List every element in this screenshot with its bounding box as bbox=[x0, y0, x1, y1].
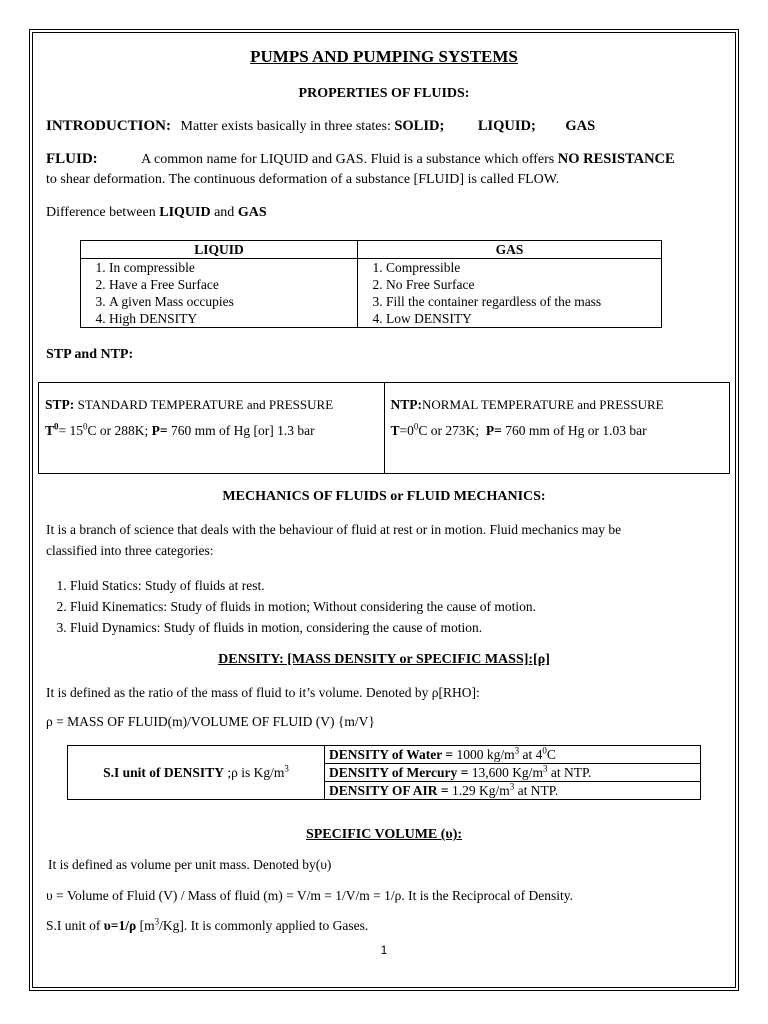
stp-ntp-table bbox=[38, 382, 730, 474]
ntp-label: NTP: bbox=[390, 397, 422, 412]
list-item: 2. No Free Surface bbox=[386, 276, 657, 293]
ntp-values: $T=0^0C$ or 273K; P= 760 mm of Hg or 1.03 bar bbox=[390, 421, 647, 438]
specific-volume-heading: SPECIFIC VOLUME (υ): bbox=[305, 827, 463, 842]
fluid-line-1 bbox=[46, 151, 675, 168]
fluid-bold: NO RESISTANCE bbox=[557, 151, 675, 167]
density-table bbox=[67, 745, 701, 800]
page-number: 1 bbox=[380, 943, 388, 957]
difference-line bbox=[46, 205, 267, 221]
fluid-label: FLUID: bbox=[46, 151, 98, 167]
list-item: 1. Compressible bbox=[386, 259, 657, 276]
header-gas: GAS bbox=[358, 241, 662, 259]
state-liquid: LIQUID; bbox=[477, 118, 536, 134]
mechanics-line-1: It is a branch of science that deals with the behaviour of fluid at rest or in motion. Fluid mechanics may be bbox=[46, 522, 622, 537]
density-formula: ρ = MASS OF FLUID(m)/VOLUME OF FLUID (V) {m/V} bbox=[46, 714, 375, 729]
list-item: 4. Low DENSITY bbox=[386, 310, 657, 327]
stp-ntp-heading: STP and NTP: bbox=[46, 347, 134, 362]
liquid-list bbox=[85, 259, 353, 327]
difference-and: and bbox=[214, 205, 235, 220]
mechanics-categories bbox=[46, 575, 536, 638]
mechanics-line-2: classified into three categories: bbox=[46, 543, 214, 558]
intro-text: Matter exists basically in three states: bbox=[180, 119, 391, 134]
difference-prefix: Difference between bbox=[46, 205, 156, 220]
state-solid: SOLID; bbox=[394, 118, 445, 134]
stp-values: $T^0= 15^0C$ or 288K; P= 760 mm of Hg [or] 1.3 bar bbox=[45, 421, 315, 438]
list-item: 2. Have a Free Surface bbox=[109, 276, 353, 293]
intro-line bbox=[46, 118, 595, 135]
density-water: DENSITY of Water = 1000 $kg/m^3$ at $4^0C$ bbox=[325, 746, 701, 764]
list-item: 4. High DENSITY bbox=[109, 310, 353, 327]
si-unit-density-cell: S.I unit of DENSITY ;ρ is $Kg/m^3$ bbox=[68, 746, 325, 800]
section-subtitle: PROPERTIES OF FLUIDS: bbox=[298, 86, 470, 101]
density-definition: It is defined as the ratio of the mass of fluid to it’s volume. Denoted by ρ[RHO]: bbox=[46, 685, 480, 700]
list-item: 1. Fluid Statics: Study of fluids at rest. bbox=[70, 575, 536, 596]
difference-gas: GAS bbox=[237, 205, 267, 220]
stp-name: STANDARD TEMPERATURE and PRESSURE bbox=[77, 397, 334, 412]
state-gas: GAS bbox=[565, 118, 596, 134]
stp-cell bbox=[39, 383, 385, 474]
list-item: 1. In compressible bbox=[109, 259, 353, 276]
list-item: 2. Fluid Kinematics: Study of fluids in motion; Without considering the cause of motion. bbox=[70, 596, 536, 617]
specific-volume-formula: υ = Volume of Fluid (V) / Mass of fluid (m) = V/m = 1/V/m = 1/ρ. It is the Reciprocal of Density. bbox=[46, 888, 573, 903]
liquid-cell bbox=[81, 259, 358, 328]
fluid-text-2: to shear deformation. The continuous deformation of a substance [FLUID] is called FLOW. bbox=[46, 172, 560, 187]
gas-cell bbox=[358, 259, 662, 328]
intro-label: INTRODUCTION: bbox=[46, 118, 172, 134]
list-item: 3. A given Mass occupies bbox=[109, 293, 353, 310]
density-air: DENSITY OF AIR = 1.29 $Kg/m^3$ at NTP. bbox=[325, 782, 701, 800]
density-heading: DENSITY: [MASS DENSITY or SPECIFIC MASS]:[ρ] bbox=[218, 652, 550, 667]
stp-label: STP: bbox=[45, 397, 75, 412]
mechanics-heading: MECHANICS OF FLUIDS or FLUID MECHANICS: bbox=[222, 489, 546, 504]
ntp-name: NORMAL TEMPERATURE and PRESSURE bbox=[422, 397, 664, 412]
list-item: 3. Fluid Dynamics: Study of fluids in motion, considering the cause of motion. bbox=[70, 617, 536, 638]
liquid-gas-table bbox=[80, 240, 662, 328]
document-title: PUMPS AND PUMPING SYSTEMS bbox=[250, 47, 518, 66]
ntp-cell bbox=[384, 383, 730, 474]
specific-volume-si: S.I unit of υ=1/ρ $[m^3/Kg]$. It is commonly applied to Gases. bbox=[46, 916, 369, 933]
gas-list bbox=[362, 259, 657, 327]
list-item: 3. Fill the container regardless of the mass bbox=[386, 293, 657, 310]
fluid-text-1: A common name for LIQUID and GAS. Fluid is a substance which offers bbox=[141, 152, 555, 167]
density-mercury: DENSITY of Mercury = 13,600 $Kg/m^3$ at NTP. bbox=[325, 764, 701, 782]
difference-liquid: LIQUID bbox=[159, 205, 211, 220]
specific-volume-definition: It is defined as volume per unit mass. Denoted by(υ) bbox=[48, 857, 332, 872]
header-liquid: LIQUID bbox=[81, 241, 358, 259]
